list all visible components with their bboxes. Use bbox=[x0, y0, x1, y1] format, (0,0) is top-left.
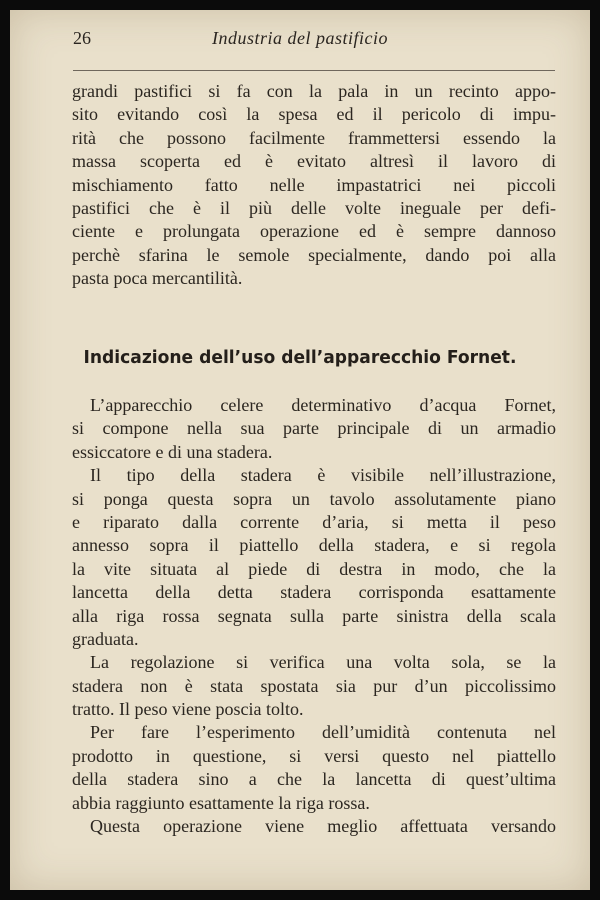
text-line: grandi pastifici si fa con la pala in un recinto appo- bbox=[72, 81, 556, 101]
section-body bbox=[72, 394, 556, 838]
text-line: tratto. Il peso viene poscia tolto. bbox=[72, 699, 304, 720]
text-line: graduata. bbox=[72, 628, 139, 649]
text-line: Questa operazione viene meglio affettuata versando bbox=[90, 816, 556, 837]
text-line: e riparato dalla corrente d’aria, si metta il peso bbox=[72, 511, 556, 532]
text-line: annesso sopra il piattello della stadera, e si regola bbox=[72, 535, 556, 556]
section-heading: Indicazione dell’uso dell’apparecchio Fornet. bbox=[83, 347, 517, 368]
text-line: abbia raggiunto esattamente la riga rossa. bbox=[72, 792, 370, 813]
text-line: pastifici che è il più delle volte ineguale per defi- bbox=[72, 197, 556, 218]
paragraph-continued bbox=[72, 80, 556, 291]
text-line: pasta poca mercantilità. bbox=[72, 268, 243, 289]
text-line: Per fare l’esperimento dell’umidità contenuta nel bbox=[90, 722, 556, 743]
text-line: della stadera sino a che la lancetta di quest’ultima bbox=[72, 769, 556, 790]
text-line: ciente e prolungata operazione ed è sempre dannoso bbox=[72, 221, 556, 242]
text-line: prodotto in questione, si versi questo nel piattello bbox=[72, 745, 556, 766]
text-line: sito evitando così la spesa ed il pericolo di impu- bbox=[72, 104, 556, 125]
text-line: lancetta della detta stadera corrisponda esattamente bbox=[72, 582, 556, 603]
text-line: essiccatore e di una stadera. bbox=[72, 441, 273, 462]
text-line: mischiamento fatto nelle impastatrici nei piccoli bbox=[72, 174, 556, 195]
text-line: Il tipo della stadera è visibile nell’illustrazione, bbox=[90, 465, 556, 486]
text-line: stadera non è stata spostata sia pur d’un piccolissimo bbox=[72, 675, 556, 696]
text-line: si compone nella sua parte principale di un armadio bbox=[72, 418, 556, 439]
running-title: Industria del pastificio bbox=[212, 28, 388, 48]
text-line: perchè sfarina le semole specialmente, dando poi alla bbox=[72, 244, 556, 265]
page-number: 26 bbox=[73, 28, 91, 48]
text-line: La regolazione si verifica una volta sola, se la bbox=[90, 652, 556, 673]
running-header bbox=[10, 28, 590, 58]
book-page bbox=[10, 10, 590, 890]
text-line: si ponga questa sopra un tavolo assolutamente piano bbox=[72, 488, 556, 509]
text-line: rità che possono facilmente frammettersi essendo la bbox=[72, 127, 556, 148]
header-rule bbox=[73, 70, 555, 71]
text-line: la vite situata al piede di destra in modo, che la bbox=[72, 558, 556, 579]
text-line: massa scoperta ed è evitato altresì il lavoro di bbox=[72, 151, 556, 172]
text-line: L’apparecchio celere determinativo d’acqua Fornet, bbox=[90, 395, 556, 415]
text-line: alla riga rossa segnata sulla parte sinistra della scala bbox=[72, 605, 556, 626]
